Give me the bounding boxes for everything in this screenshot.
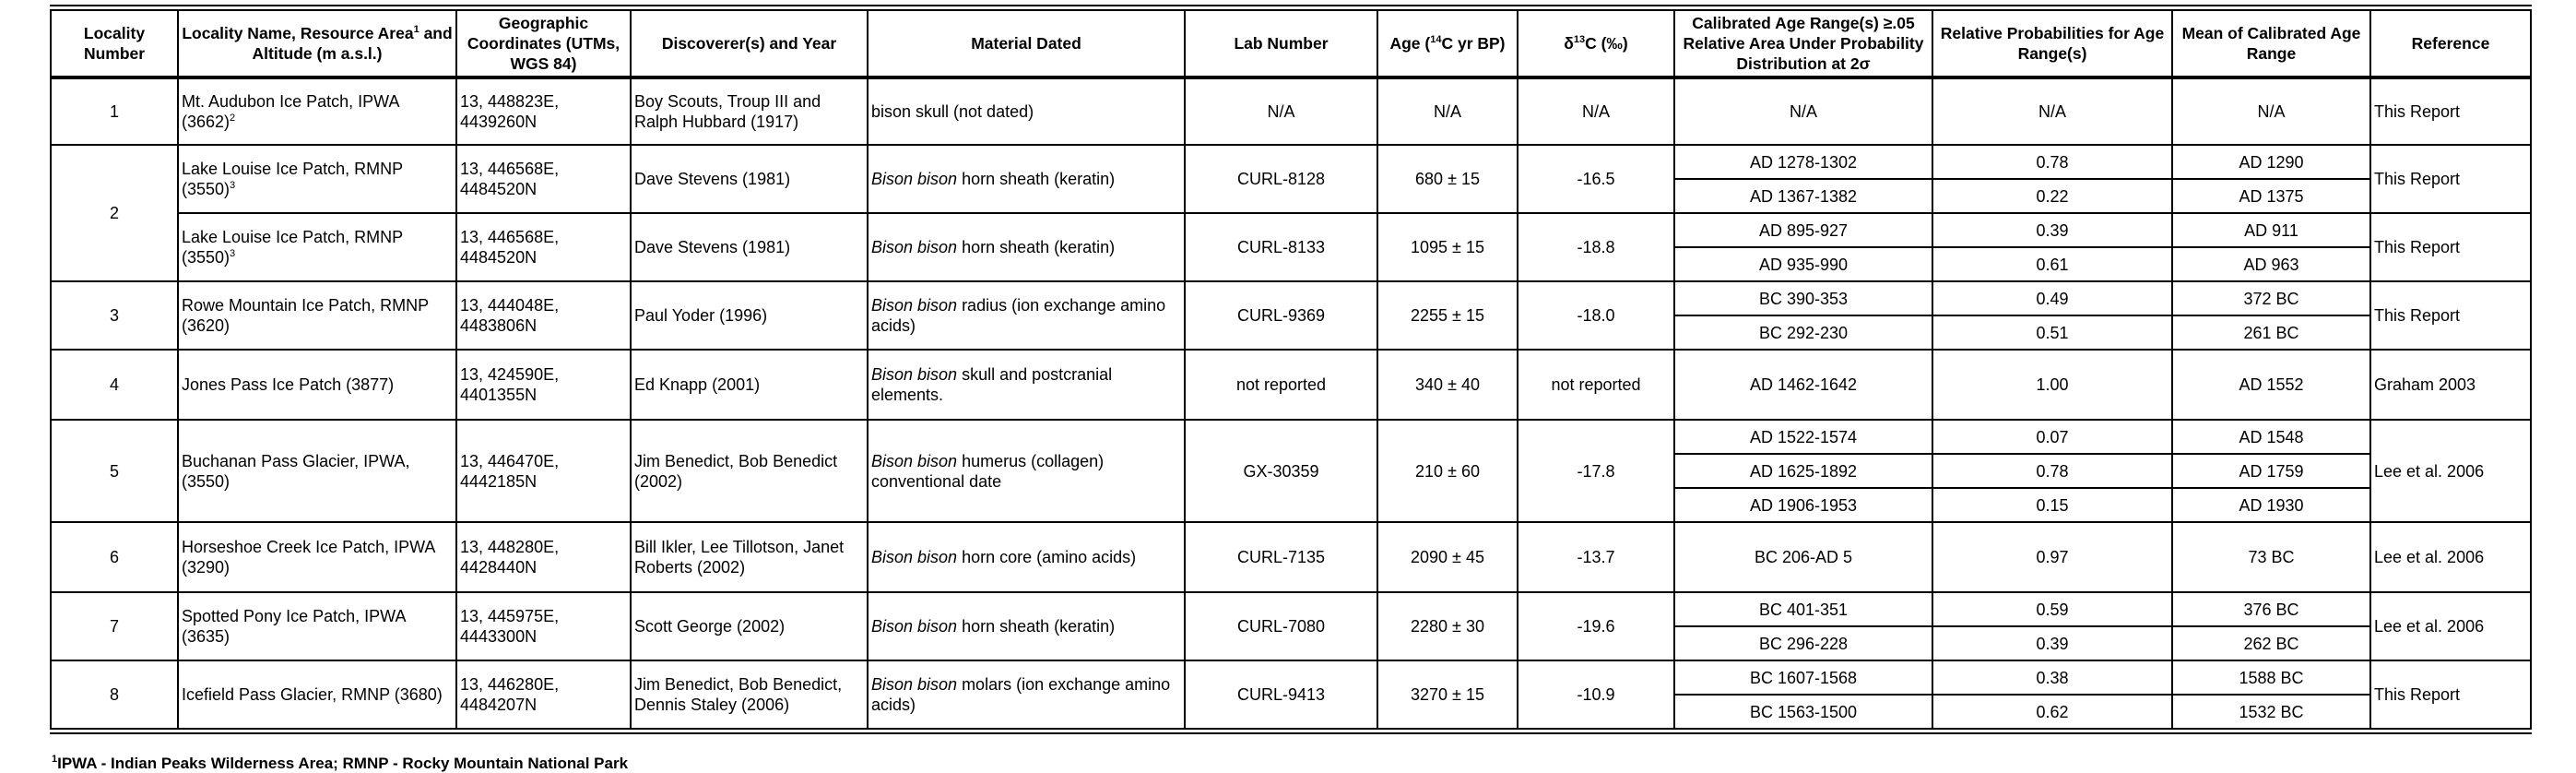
calibrated-range: N/A: [1674, 77, 1932, 145]
taxon-name: Bison bison: [871, 238, 958, 256]
locality-name: [178, 420, 456, 522]
coordinates: 13, 446470E, 4442185N: [456, 420, 631, 522]
calibrated-mean: AD 1548: [2172, 420, 2370, 454]
coordinates: 13, 424590E, 4401355N: [456, 350, 631, 420]
header-text: Locality Number: [83, 24, 146, 63]
locality-name-text: Buchanan Pass Glacier, IPWA, (3550): [182, 451, 410, 491]
calibrated-mean: 73 BC: [2172, 522, 2370, 592]
lab-number: CURL-8128: [1185, 145, 1377, 213]
calibrated-mean: AD 1290: [2172, 145, 2370, 179]
header-text-post: C (‰): [1585, 34, 1628, 53]
coordinates: 13, 446568E, 4484520N: [456, 145, 631, 213]
header-age: [1377, 8, 1518, 78]
material-dated: [868, 145, 1185, 213]
table-row: [51, 145, 2531, 179]
lab-number: CURL-7135: [1185, 522, 1377, 592]
locality-number: 7: [51, 592, 178, 660]
locality-number: 1: [51, 77, 178, 145]
table-row: [51, 350, 2531, 420]
discoverer: Scott George (2002): [631, 592, 868, 660]
calibrated-mean: 372 BC: [2172, 281, 2370, 315]
coordinates: 13, 445975E, 4443300N: [456, 592, 631, 660]
locality-number: 4: [51, 350, 178, 420]
relative-probability: 0.51: [1932, 315, 2172, 350]
locality-number: 2: [51, 145, 178, 281]
header-discoverer: [631, 8, 868, 78]
taxon-name: Bison bison: [871, 451, 958, 470]
locality-number: 6: [51, 522, 178, 592]
table-row: [51, 592, 2531, 626]
coordinates: 13, 446568E, 4484520N: [456, 213, 631, 281]
calibrated-mean: 261 BC: [2172, 315, 2370, 350]
age: 2255 ± 15: [1377, 281, 1518, 350]
delta13c: -18.0: [1518, 281, 1674, 350]
age: 680 ± 15: [1377, 145, 1518, 213]
material-dated: [868, 522, 1185, 592]
calibrated-range: AD 1278-1302: [1674, 145, 1932, 179]
calibrated-range: AD 935-990: [1674, 247, 1932, 281]
footnote-ref: 2: [230, 113, 236, 124]
header-reference: [2370, 8, 2531, 78]
calibrated-mean: 1588 BC: [2172, 660, 2370, 695]
locality-name: [178, 145, 456, 213]
reference: This Report: [2370, 145, 2531, 213]
table-row: [51, 522, 2531, 592]
calibrated-range: BC 206-AD 5: [1674, 522, 1932, 592]
table-row: [51, 660, 2531, 695]
calibrated-mean: AD 1552: [2172, 350, 2370, 420]
table-row: [51, 281, 2531, 315]
material-text: skull and postcranial elements.: [871, 365, 1113, 404]
radiocarbon-dates-table: [50, 5, 2532, 734]
material-text: horn sheath (keratin): [957, 170, 1116, 188]
calibrated-range: BC 1563-1500: [1674, 695, 1932, 731]
material-text: horn sheath (keratin): [957, 238, 1116, 256]
delta13c: -19.6: [1518, 592, 1674, 660]
material-text: horn sheath (keratin): [957, 617, 1116, 636]
lab-number: CURL-8133: [1185, 213, 1377, 281]
age: 2280 ± 30: [1377, 592, 1518, 660]
taxon-name: Bison bison: [871, 548, 958, 566]
coordinates: 13, 444048E, 4483806N: [456, 281, 631, 350]
discoverer: Dave Stevens (1981): [631, 213, 868, 281]
relative-probability: 0.59: [1932, 592, 2172, 626]
footnote-text: IPWA - Indian Peaks Wilderness Area; RMNP - Rocky Mountain National Park: [57, 755, 629, 772]
calibrated-range: BC 292-230: [1674, 315, 1932, 350]
relative-probability: 1.00: [1932, 350, 2172, 420]
calibrated-mean: 262 BC: [2172, 626, 2370, 660]
header-text: Material Dated: [971, 34, 1081, 53]
locality-name-text: Spotted Pony Ice Patch, IPWA (3635): [182, 607, 406, 646]
relative-probability: 0.15: [1932, 488, 2172, 522]
delta13c: -18.8: [1518, 213, 1674, 281]
header-text: Geographic Coordinates (UTMs, WGS 84): [467, 14, 620, 73]
age: 1095 ± 15: [1377, 213, 1518, 281]
relative-probability: 0.38: [1932, 660, 2172, 695]
header-relative-probability: [1932, 8, 2172, 78]
locality-name-text: Horseshoe Creek Ice Patch, IPWA (3290): [182, 538, 435, 577]
header-sup: 14: [1430, 34, 1442, 45]
calibrated-mean: AD 1375: [2172, 179, 2370, 213]
lab-number: N/A: [1185, 77, 1377, 145]
header-text: Mean of Calibrated Age Range: [2181, 24, 2361, 63]
footnote-ref: 3: [230, 180, 236, 191]
lab-number: CURL-7080: [1185, 592, 1377, 660]
table-row: [51, 420, 2531, 454]
header-delta13c: [1518, 8, 1674, 78]
header-text: δ: [1564, 34, 1574, 53]
age: 340 ± 40: [1377, 350, 1518, 420]
header-locality-name: [178, 8, 456, 78]
locality-name-text: Jones Pass Ice Patch (3877): [182, 375, 395, 394]
locality-number: 8: [51, 660, 178, 731]
table-row: [51, 77, 2531, 145]
calibrated-range: BC 1607-1568: [1674, 660, 1932, 695]
material-dated: [868, 592, 1185, 660]
header-sup: 1: [413, 24, 419, 35]
header-text: Reference: [2411, 34, 2490, 53]
calibrated-mean: N/A: [2172, 77, 2370, 145]
relative-probability: 0.78: [1932, 145, 2172, 179]
delta13c: -10.9: [1518, 660, 1674, 731]
discoverer: Jim Benedict, Bob Benedict (2002): [631, 420, 868, 522]
delta13c: N/A: [1518, 77, 1674, 145]
calibrated-range: AD 895-927: [1674, 213, 1932, 247]
header-lab-number: [1185, 8, 1377, 78]
discoverer: Ed Knapp (2001): [631, 350, 868, 420]
locality-name-text: Mt. Audubon Ice Patch, IPWA (3662): [182, 92, 399, 131]
material-dated: [868, 213, 1185, 281]
calibrated-range: AD 1462-1642: [1674, 350, 1932, 420]
header-calibrated-mean: [2172, 8, 2370, 78]
discoverer: Paul Yoder (1996): [631, 281, 868, 350]
material-text: radius (ion exchange amino acids): [871, 296, 1166, 335]
calibrated-range: AD 1522-1574: [1674, 420, 1932, 454]
delta13c: not reported: [1518, 350, 1674, 420]
calibrated-mean: AD 911: [2172, 213, 2370, 247]
header-text: Lab Number: [1234, 34, 1329, 53]
calibrated-range: BC 390-353: [1674, 281, 1932, 315]
header-text-post: and Altitude (m a.s.l.): [252, 24, 453, 63]
material-dated: [868, 420, 1185, 522]
locality-name: [178, 660, 456, 731]
age: N/A: [1377, 77, 1518, 145]
header-text: Age (: [1389, 34, 1431, 53]
calibrated-mean: AD 1930: [2172, 488, 2370, 522]
calibrated-range: AD 1625-1892: [1674, 454, 1932, 488]
discoverer: Jim Benedict, Bob Benedict, Dennis Staley (2006): [631, 660, 868, 731]
header-sup: 13: [1573, 34, 1586, 45]
material-dated: [868, 77, 1185, 145]
relative-probability: 0.22: [1932, 179, 2172, 213]
locality-name: [178, 592, 456, 660]
footnote: [52, 755, 628, 773]
header-text: Relative Probabilities for Age Range(s): [1940, 24, 2165, 63]
footnote-marker: 1: [52, 754, 58, 765]
relative-probability: 0.97: [1932, 522, 2172, 592]
table-row: [51, 213, 2531, 247]
locality-name: [178, 213, 456, 281]
calibrated-range: AD 1906-1953: [1674, 488, 1932, 522]
material-dated: [868, 660, 1185, 731]
calibrated-mean: AD 963: [2172, 247, 2370, 281]
locality-name: [178, 522, 456, 592]
material-text: humerus (collagen) conventional date: [871, 451, 1105, 491]
taxon-name: Bison bison: [871, 170, 958, 188]
locality-number: 5: [51, 420, 178, 522]
reference: Lee et al. 2006: [2370, 420, 2531, 522]
calibrated-range: AD 1367-1382: [1674, 179, 1932, 213]
reference: This Report: [2370, 660, 2531, 731]
age: 210 ± 60: [1377, 420, 1518, 522]
reference: Graham 2003: [2370, 350, 2531, 420]
locality-number: 3: [51, 281, 178, 350]
header-material-dated: [868, 8, 1185, 78]
locality-name-text: Rowe Mountain Ice Patch, RMNP (3620): [182, 296, 429, 335]
locality-name: [178, 350, 456, 420]
calibrated-range: BC 401-351: [1674, 592, 1932, 626]
reference: This Report: [2370, 77, 2531, 145]
locality-name-text: Lake Louise Ice Patch, RMNP (3550): [182, 228, 403, 267]
relative-probability: 0.07: [1932, 420, 2172, 454]
calibrated-mean: AD 1759: [2172, 454, 2370, 488]
discoverer: Bill Ikler, Lee Tillotson, Janet Roberts (2002): [631, 522, 868, 592]
discoverer: Boy Scouts, Troup III and Ralph Hubbard (1917): [631, 77, 868, 145]
material-text: molars (ion exchange amino acids): [871, 675, 1171, 714]
relative-probability: 0.39: [1932, 213, 2172, 247]
material-text: horn core (amino acids): [957, 548, 1137, 566]
locality-name-text: Lake Louise Ice Patch, RMNP (3550): [182, 160, 403, 198]
lab-number: CURL-9413: [1185, 660, 1377, 731]
header-locality-number: [51, 8, 178, 78]
relative-probability: 0.62: [1932, 695, 2172, 731]
header-coordinates: [456, 8, 631, 78]
age: 2090 ± 45: [1377, 522, 1518, 592]
reference: Lee et al. 2006: [2370, 522, 2531, 592]
header-text: Discoverer(s) and Year: [661, 34, 837, 53]
discoverer: Dave Stevens (1981): [631, 145, 868, 213]
calibrated-mean: 1532 BC: [2172, 695, 2370, 731]
locality-name: [178, 281, 456, 350]
relative-probability: 0.49: [1932, 281, 2172, 315]
header-text-post: C yr BP): [1441, 34, 1506, 53]
taxon-name: Bison bison: [871, 296, 958, 315]
reference: Lee et al. 2006: [2370, 592, 2531, 660]
coordinates: 13, 448280E, 4428440N: [456, 522, 631, 592]
relative-probability: 0.61: [1932, 247, 2172, 281]
delta13c: -13.7: [1518, 522, 1674, 592]
header-text: Calibrated Age Range(s) ≥.05 Relative Area Under Probability Distribution at 2σ: [1683, 14, 1924, 73]
age: 3270 ± 15: [1377, 660, 1518, 731]
lab-number: not reported: [1185, 350, 1377, 420]
coordinates: 13, 446280E, 4484207N: [456, 660, 631, 731]
reference: This Report: [2370, 281, 2531, 350]
relative-probability: N/A: [1932, 77, 2172, 145]
reference: This Report: [2370, 213, 2531, 281]
calibrated-range: BC 296-228: [1674, 626, 1932, 660]
material-dated: [868, 281, 1185, 350]
coordinates: 13, 448823E, 4439260N: [456, 77, 631, 145]
calibrated-mean: 376 BC: [2172, 592, 2370, 626]
taxon-name: Bison bison: [871, 365, 958, 384]
material-text: bison skull (not dated): [871, 102, 1034, 121]
material-dated: [868, 350, 1185, 420]
taxon-name: Bison bison: [871, 617, 958, 636]
table-header-row: [51, 8, 2531, 78]
relative-probability: 0.78: [1932, 454, 2172, 488]
taxon-name: Bison bison: [871, 675, 958, 694]
relative-probability: 0.39: [1932, 626, 2172, 660]
delta13c: -16.5: [1518, 145, 1674, 213]
footnote-ref: 3: [230, 248, 236, 259]
header-calibrated-range: [1674, 8, 1932, 78]
locality-name-text: Icefield Pass Glacier, RMNP (3680): [182, 685, 443, 704]
delta13c: -17.8: [1518, 420, 1674, 522]
lab-number: CURL-9369: [1185, 281, 1377, 350]
locality-name: [178, 77, 456, 145]
header-text: Locality Name, Resource Area: [182, 24, 414, 42]
lab-number: GX-30359: [1185, 420, 1377, 522]
